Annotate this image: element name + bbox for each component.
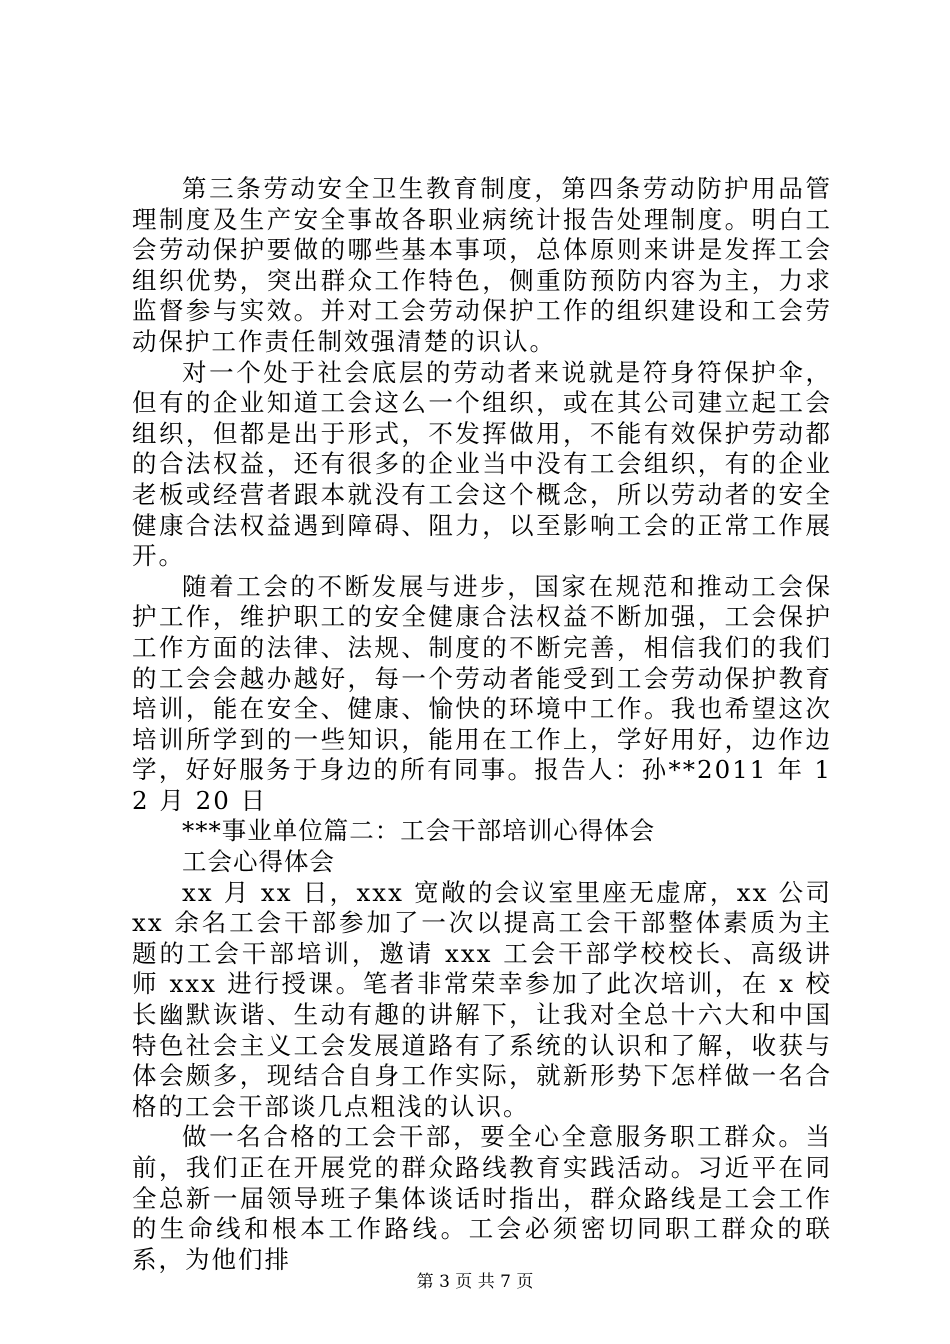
paragraph-1: 第三条劳动安全卫生教育制度，第四条劳动防护用品管理制度及生产安全事故各职业病统计报告处理制度。明白工会劳动保护要做的哪些基本事项，总体原则来讲是发挥工会组织优势，突出群众工作特色，侧重防预防内容为主，力求监督参与实效。并对工会劳动保护工作的组织建设和工会劳动保护工作责任制效强清楚的识认。	[132, 174, 832, 356]
subsection-heading: 工会心得体会	[182, 847, 335, 877]
paragraph-4: xx 月 xx 日，xxx 宽敞的会议室里座无虚席，xx 公司 xx 余名工会干部参加了一次以提高工会干部整体素质为主题的工会干部培训，邀请 xxx 工会干部学校校长、高级讲师 xxx 进行授课。笔者非常荣幸参加了此次培训，在 x 校长幽默诙谐、生动有趣的讲解下，让我对全总十六大和中国特色社会主义工会发展道路有了系统的认识和了解，收获与体会颇多，现结合自身工作实际，就新形势下怎样做一名合格的工会干部谈几点粗浅的认识。	[132, 877, 832, 1121]
document-body	[132, 174, 832, 1275]
paragraph-2: 对一个处于社会底层的劳动者来说就是符身符保护伞，但有的企业知道工会这么一个组织，或在其公司建立起工会组织，但都是出于形式，不发挥做用，不能有效保护劳动都的合法权益，还有很多的企业当中没有工会组织，有的企业老板或经营者跟本就没有工会这个概念，所以劳动者的安全健康合法权益遇到障碍、阻力，以至影响工会的正常工作展开。	[132, 357, 832, 571]
paragraph-5: 做一名合格的工会干部，要全心全意服务职工群众。当前，我们正在开展党的群众路线教育实践活动。习近平在同全总新一届领导班子集体谈话时指出，群众路线是工会工作的生命线和根本工作路线。工会必须密切同职工群众的联系，为他们排	[132, 1122, 832, 1274]
page-number-footer: 第 3 页 共 7 页	[416, 1272, 534, 1292]
section-heading: ***事业单位篇二：工会干部培训心得体会	[182, 816, 656, 846]
paragraph-3: 随着工会的不断发展与进步，国家在规范和推动工会保护工作，维护职工的安全健康合法权益不断加强，工会保护工作方面的法律、法规、制度的不断完善，相信我们的我们的工会会越办越好，每一个劳动者能受到工会劳动保护教育培训，能在安全、健康、愉快的环境中工作。我也希望这次培训所学到的一些知识，能用在工作上，学好用好，边作边学，好好服务于身边的所有同事。报告人：孙**2011 年 12 月 20 日	[132, 571, 832, 815]
